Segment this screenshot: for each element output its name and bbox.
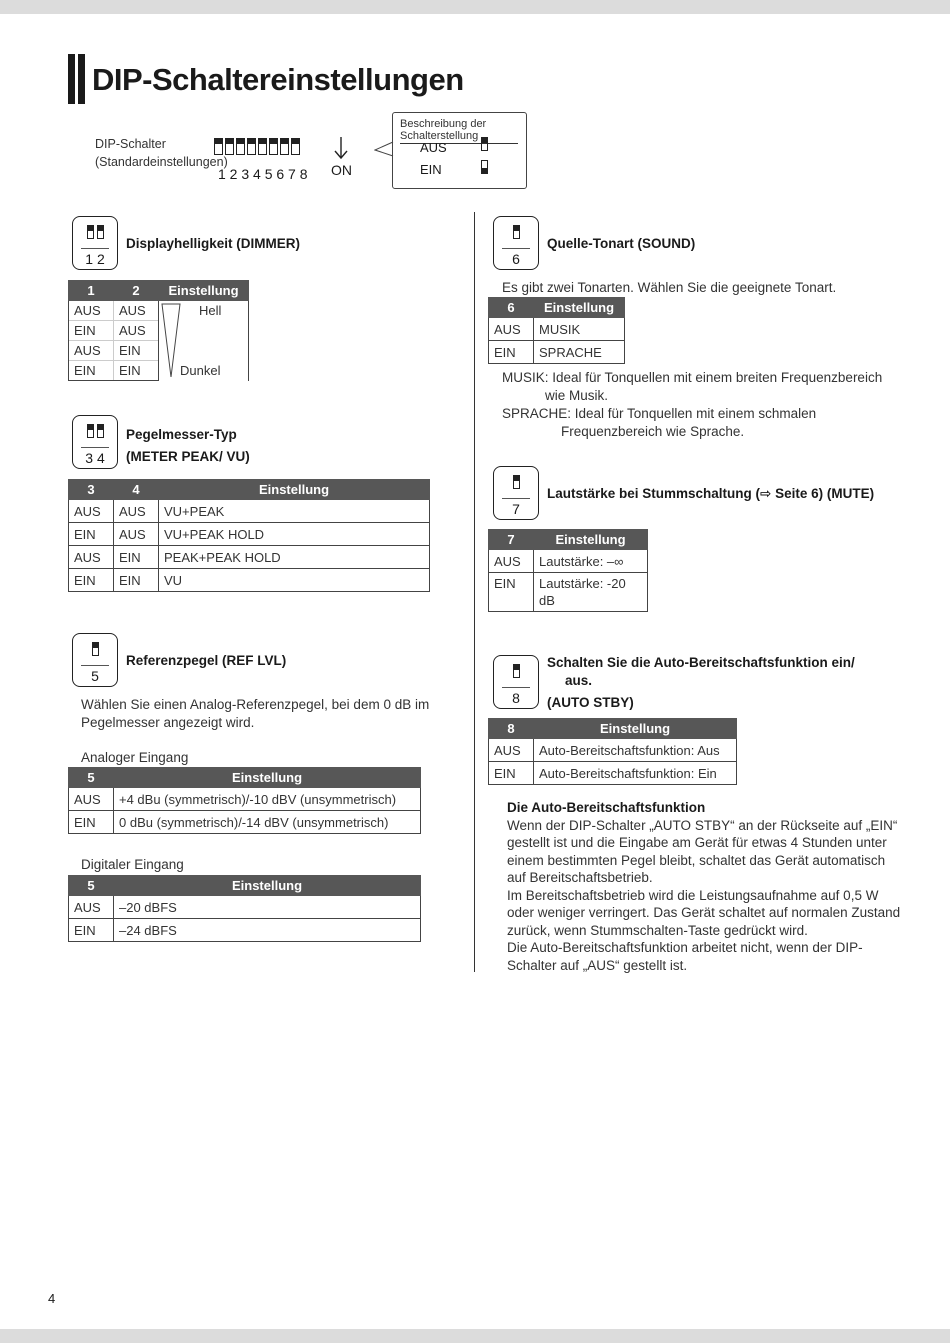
dip-label-line-2: (Standardeinstellungen)	[95, 155, 228, 169]
table-cell: AUS	[114, 321, 159, 341]
ref-heading: Referenzpegel (REF LVL)	[126, 653, 287, 668]
dimmer-heading: Displayhelligkeit (DIMMER)	[126, 236, 301, 251]
th-einstellung: Einstellung	[534, 719, 737, 739]
table-cell: MUSIK	[534, 318, 625, 341]
table-row	[69, 569, 430, 592]
table-row	[69, 788, 421, 811]
table-row	[69, 896, 421, 919]
stby-text-line: zurück, wenn Stummschalten-Taste gedrückt wird.	[507, 922, 808, 938]
switch-on-icon	[481, 160, 488, 174]
table-row	[69, 811, 421, 834]
stby-text-line: gestellt ist und die Eingabe am Gerät für etwas 4 Stunden unter	[507, 835, 887, 850]
table-row	[489, 762, 737, 785]
title-marker-2	[78, 54, 85, 104]
table-cell: EIN	[114, 546, 159, 569]
th-5: 5	[69, 768, 114, 788]
stby-heading	[547, 654, 855, 712]
ref-description	[81, 696, 429, 732]
stby-text-line: Die Auto-Bereitschaftsfunktion arbeitet nicht, wenn der DIP-	[507, 940, 863, 955]
th-7: 7	[489, 530, 534, 550]
table-cell: EIN	[69, 569, 114, 592]
stby-function-title: Die Auto-Bereitschaftsfunktion	[507, 800, 706, 815]
table-cell: AUS	[114, 301, 159, 321]
dip-switch-1-2-icon: 1 2	[72, 216, 118, 270]
sound-notes	[502, 369, 882, 441]
stby-text-line: oder weniger verringert. Das Gerät schaltet auf normalen Zustand	[507, 905, 901, 920]
dip-switch-6-icon: 6	[493, 216, 539, 270]
table-cell: 0 dBu (symmetrisch)/-14 dBV (unsymmetrisch)	[114, 811, 421, 834]
analog-table	[68, 767, 421, 834]
table-cell: Lautstärke: –∞	[534, 550, 648, 573]
dip-switch-5-icon: 5	[72, 633, 118, 687]
table-cell: EIN	[489, 573, 534, 612]
stby-text-line: Im Bereitschaftsbetrieb wird die Leistungsaufnahme auf 0,5 W	[507, 887, 879, 903]
dimmer-wedge-icon	[161, 303, 181, 379]
table-cell: AUS	[69, 788, 114, 811]
mute-ein-line-1: Lautstärke: -20	[539, 576, 626, 591]
stby-text-line: auf Bereitschaftsbetrieb.	[507, 870, 653, 885]
table-cell: AUS	[69, 500, 114, 523]
table-cell: +4 dBu (symmetrisch)/-10 dBV (unsymmetrisch)	[114, 788, 421, 811]
stby-heading-2: aus.	[565, 673, 593, 688]
meter-heading-2: (METER PEAK/ VU)	[126, 449, 250, 464]
bubble-pointer	[374, 140, 394, 160]
table-cell: EIN	[489, 762, 534, 785]
th-einstellung: Einstellung	[114, 768, 421, 788]
table-row	[489, 739, 737, 762]
table-cell: EIN	[69, 919, 114, 942]
legend-aus: AUS	[420, 140, 447, 155]
table-cell: AUS	[489, 550, 534, 573]
table-cell: PEAK+PEAK HOLD	[159, 546, 430, 569]
stby-text-line: Wenn der DIP-Schalter „AUTO STBY“ an der Rückseite auf „EIN“	[507, 817, 898, 833]
table-cell: EIN	[489, 341, 534, 364]
th-5: 5	[69, 876, 114, 896]
th-6: 6	[489, 298, 534, 318]
dimmer-scale	[159, 301, 249, 381]
page-number: 4	[48, 1291, 56, 1306]
table-row	[69, 546, 430, 569]
mute-ein-line-2: dB	[539, 593, 555, 608]
table-row	[69, 523, 430, 546]
digital-table	[68, 875, 421, 942]
th-einstellung: Einstellung	[534, 298, 625, 318]
table-cell: AUS	[69, 341, 114, 361]
stby-table	[488, 718, 737, 785]
th-1: 1	[69, 281, 114, 301]
dunkel-label: Dunkel	[180, 363, 221, 378]
dimmer-table	[68, 280, 249, 381]
th-8: 8	[489, 719, 534, 739]
meter-heading-1: Pegelmesser-Typ	[126, 427, 237, 442]
on-label: ON	[331, 162, 352, 178]
table-row	[69, 500, 430, 523]
table-cell	[534, 573, 648, 612]
bottom-band	[0, 1329, 950, 1343]
note-musik: MUSIK: Ideal für Tonquellen mit einem breiten Frequenzbereich	[502, 370, 883, 385]
table-cell: EIN	[114, 341, 159, 361]
table-cell: –20 dBFS	[114, 896, 421, 919]
table-cell: EIN	[69, 321, 114, 341]
table-row	[69, 919, 421, 942]
ref-desc-line-1: Wählen Sie einen Analog-Referenzpegel, bei dem 0 dB im	[81, 697, 430, 712]
page-title: DIP-Schaltereinstellungen	[92, 62, 464, 97]
table-cell: EIN	[114, 569, 159, 592]
dip-switch-3-4-icon: 3 4	[72, 415, 118, 469]
sound-heading: Quelle-Tonart (SOUND)	[547, 236, 696, 251]
table-row	[489, 550, 648, 573]
th-einstellung: Einstellung	[534, 530, 648, 550]
table-cell: AUS	[114, 500, 159, 523]
table-cell: AUS	[69, 896, 114, 919]
dip-switch-7-icon: 7	[493, 466, 539, 520]
note-sprache: SPRACHE: Ideal für Tonquellen mit einem schmalen	[502, 406, 817, 421]
legend-title: Beschreibung der Schalterstellung	[400, 118, 518, 144]
table-cell: AUS	[489, 318, 534, 341]
table-cell: AUS	[489, 739, 534, 762]
th-4: 4	[114, 480, 159, 500]
table-cell: EIN	[69, 523, 114, 546]
th-einstellung: Einstellung	[114, 876, 421, 896]
table-row	[489, 341, 625, 364]
table-cell: EIN	[69, 361, 114, 381]
column-divider	[474, 212, 475, 972]
arrow-down-icon	[333, 136, 349, 162]
th-einstellung: Einstellung	[159, 281, 249, 301]
note-sprache-cont: Frequenzbereich wie Sprache.	[561, 424, 745, 439]
top-band	[0, 0, 950, 14]
table-cell: VU	[159, 569, 430, 592]
table-cell: Auto-Bereitschaftsfunktion: Aus	[534, 739, 737, 762]
stby-text-line: Schalter auf „AUS“ gestellt ist.	[507, 957, 688, 973]
mute-table	[488, 529, 648, 612]
dip-numbers: 1 2 3 4 5 6 7 8	[218, 166, 308, 182]
meter-heading	[126, 424, 250, 468]
stby-function-text	[507, 799, 900, 974]
stby-heading-3: (AUTO STBY)	[547, 695, 634, 710]
mute-heading: Lautstärke bei Stummschaltung (⇨ Seite 6) (MUTE)	[547, 486, 875, 501]
table-cell: AUS	[69, 546, 114, 569]
sound-description: Es gibt zwei Tonarten. Wählen Sie die geeignete Tonart.	[502, 280, 837, 295]
table-cell: EIN	[114, 361, 159, 381]
dip-switch-8-icon: 8	[493, 655, 539, 709]
meter-table	[68, 479, 430, 592]
table-cell: VU+PEAK	[159, 500, 430, 523]
table-cell: Auto-Bereitschaftsfunktion: Ein	[534, 762, 737, 785]
ref-desc-line-2: Pegelmesser angezeigt wird.	[81, 715, 255, 730]
stby-text-line: einem bestimmten Pegel bleibt, schaltet das Gerät automatisch	[507, 852, 886, 868]
legend-box	[392, 112, 527, 189]
note-musik-cont: wie Musik.	[545, 388, 609, 403]
title-marker	[68, 54, 75, 104]
stby-heading-1: Schalten Sie die Auto-Bereitschaftsfunktion ein/	[547, 655, 855, 670]
digital-label: Digitaler Eingang	[81, 857, 184, 872]
switch-off-icon	[481, 137, 488, 151]
table-row	[489, 573, 648, 612]
table-cell: AUS	[114, 523, 159, 546]
table-cell: EIN	[69, 811, 114, 834]
legend-ein: EIN	[420, 162, 442, 177]
analog-label: Analoger Eingang	[81, 750, 189, 765]
hell-label: Hell	[199, 303, 222, 318]
th-einstellung: Einstellung	[159, 480, 430, 500]
th-3: 3	[69, 480, 114, 500]
table-row	[489, 318, 625, 341]
table-cell: –24 dBFS	[114, 919, 421, 942]
dip-switch-strip-icon	[214, 138, 300, 155]
dip-label-line-1: DIP-Schalter	[95, 137, 166, 151]
table-cell: SPRACHE	[534, 341, 625, 364]
table-cell: AUS	[69, 301, 114, 321]
th-2: 2	[114, 281, 159, 301]
sound-table	[488, 297, 625, 364]
dip-label	[95, 135, 228, 171]
table-cell: VU+PEAK HOLD	[159, 523, 430, 546]
